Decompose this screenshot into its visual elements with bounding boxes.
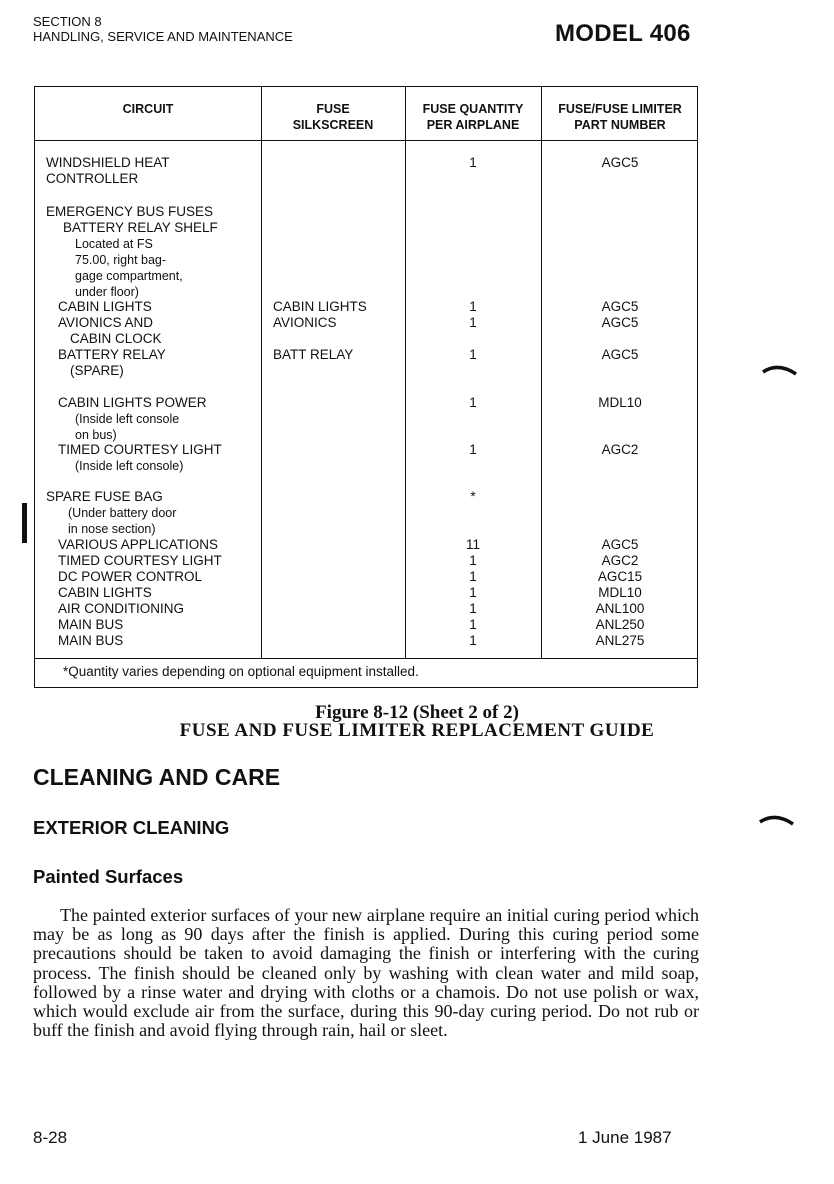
quantity-cell: 1 xyxy=(469,585,477,600)
circuit-line: Located at FS xyxy=(75,237,153,251)
circuit-line: TIMED COURTESY LIGHT xyxy=(58,553,222,568)
circuit-line: under floor) xyxy=(75,285,139,299)
circuit-line: CONTROLLER xyxy=(46,171,139,186)
column-header-quantity: FUSE QUANTITY PER AIRPLANE xyxy=(422,102,524,132)
part-number-cell: AGC5 xyxy=(601,299,639,314)
quantity-cell: 1 xyxy=(469,395,477,410)
quantity-cell: 11 xyxy=(465,537,480,552)
circuit-line: gage compartment, xyxy=(75,269,183,283)
silkscreen-cell: CABIN LIGHTS xyxy=(273,299,367,314)
circuit-line: SPARE FUSE BAG xyxy=(46,489,163,504)
part-number-cell: AGC2 xyxy=(601,553,639,568)
circuit-line: WINDSHIELD HEAT xyxy=(46,155,170,170)
binder-hole-mark xyxy=(757,808,797,830)
circuit-line: MAIN BUS xyxy=(58,617,124,632)
part-number-cell: AGC15 xyxy=(597,569,643,584)
silkscreen-cell: AVIONICS xyxy=(273,315,337,330)
table-footnote: *Quantity varies depending on optional equipment installed. xyxy=(63,664,419,679)
model-title: MODEL 406 xyxy=(555,20,691,47)
quantity-cell: * xyxy=(470,489,476,504)
column-header-part-number: FUSE/FUSE LIMITER PART NUMBER xyxy=(558,102,682,132)
quantity-cell: 1 xyxy=(469,553,477,568)
circuit-line: AIR CONDITIONING xyxy=(58,601,185,616)
quantity-cell: 1 xyxy=(469,601,477,616)
part-number-cell: MDL10 xyxy=(598,585,642,600)
quantity-cell: 1 xyxy=(469,299,477,314)
circuit-line: TIMED COURTESY LIGHT xyxy=(58,442,222,457)
circuit-line: CABIN CLOCK xyxy=(70,331,162,346)
circuit-line: BATTERY RELAY SHELF xyxy=(63,220,218,235)
section-heading: CLEANING AND CARE xyxy=(33,764,281,790)
column-header-silkscreen: FUSE SILKSCREEN xyxy=(292,102,374,132)
fuse-table xyxy=(34,86,698,688)
circuit-line: (Inside left console xyxy=(75,412,180,426)
circuit-line: (Under battery door xyxy=(68,506,177,520)
circuit-line: MAIN BUS xyxy=(58,633,124,648)
silkscreen-cell: BATT RELAY xyxy=(273,347,354,362)
circuit-line: CABIN LIGHTS xyxy=(58,585,152,600)
part-number-cell: AGC2 xyxy=(601,442,639,457)
circuit-line: on bus) xyxy=(75,428,117,442)
quantity-cell: 1 xyxy=(469,633,477,648)
topic-heading: Painted Surfaces xyxy=(33,866,184,887)
circuit-line: CABIN LIGHTS POWER xyxy=(58,395,207,410)
quantity-cell: 1 xyxy=(469,155,477,170)
revision-date: 1 June 1987 xyxy=(578,1128,672,1147)
quantity-cell: 1 xyxy=(469,315,477,330)
part-number-cell: ANL100 xyxy=(595,601,645,616)
circuit-line: VARIOUS APPLICATIONS xyxy=(58,537,219,552)
subsection-heading: EXTERIOR CLEANING xyxy=(33,817,230,838)
quantity-cell: 1 xyxy=(469,347,477,362)
column-header-circuit: CIRCUIT xyxy=(122,102,174,116)
footnote-divider xyxy=(35,658,697,659)
part-number-cell: MDL10 xyxy=(598,395,642,410)
part-number-cell: ANL250 xyxy=(595,617,645,632)
circuit-line: (Inside left console) xyxy=(75,459,184,473)
circuit-line: (SPARE) xyxy=(70,363,124,378)
body-paragraph: The painted exterior surfaces of your new airplane require an initial curing period which may be as long as 90 days after the finish is applied. During this curing period some precautions should be taken to avoid damaging the finish or interfering with the curing process. The finish should be cleaned only by washing with clean water and mild soap, followed by a rinse water and drying with cloths or a chamois. Do not use polish or wax, which would exclude air from the surface, during this 90-day curing period. Do not rub or buff the finish and avoid flying through rain, hail or sleet. xyxy=(33,905,699,1041)
quantity-cell: 1 xyxy=(469,569,477,584)
part-number-cell: ANL275 xyxy=(595,633,645,648)
binder-hole-mark xyxy=(760,358,800,380)
circuit-line: BATTERY RELAY xyxy=(58,347,166,362)
circuit-line: 75.00, right bag- xyxy=(75,253,167,267)
figure-title: FUSE AND FUSE LIMITER REPLACEMENT GUIDE xyxy=(179,720,655,741)
part-number-cell: AGC5 xyxy=(601,155,639,170)
quantity-cell: 1 xyxy=(469,617,477,632)
circuit-line: EMERGENCY BUS FUSES xyxy=(46,204,214,219)
part-number-cell: AGC5 xyxy=(601,315,639,330)
figure-number: Figure 8-12 (Sheet 2 of 2) xyxy=(315,702,519,723)
circuit-line: AVIONICS AND xyxy=(58,315,154,330)
circuit-line: in nose section) xyxy=(68,522,156,536)
header-divider xyxy=(35,140,697,141)
circuit-line: CABIN LIGHTS xyxy=(58,299,152,314)
part-number-cell: AGC5 xyxy=(601,347,639,362)
part-number-cell: AGC5 xyxy=(601,537,639,552)
section-title: HANDLING, SERVICE AND MAINTENANCE xyxy=(33,29,293,44)
quantity-cell: 1 xyxy=(469,442,477,457)
section-number: SECTION 8 xyxy=(33,14,102,29)
revision-bar xyxy=(22,503,27,543)
running-header xyxy=(33,14,293,44)
page-number: 8-28 xyxy=(33,1128,68,1147)
column-divider xyxy=(261,87,262,658)
circuit-line: DC POWER CONTROL xyxy=(58,569,203,584)
